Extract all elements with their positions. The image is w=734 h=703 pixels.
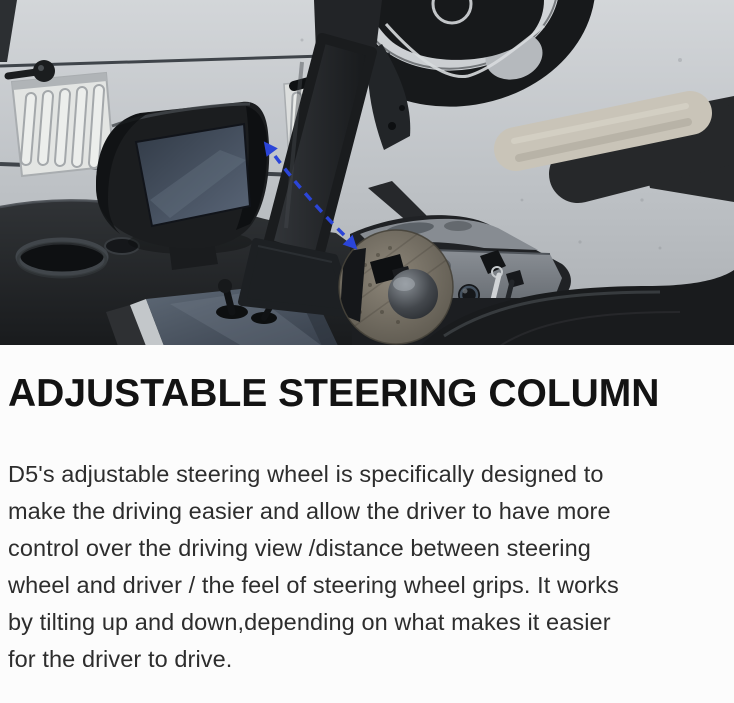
hero-image <box>0 0 734 345</box>
description-line: make the driving easier and allow the driver to have more <box>8 497 611 524</box>
clamp-knob <box>33 60 55 82</box>
feature-description <box>8 456 726 678</box>
feature-text-section <box>0 371 734 678</box>
description-line: wheel and driver / the feel of steering wheel grips. It works <box>8 571 619 598</box>
description-line: D5's adjustable steering wheel is specifically designed to <box>8 460 604 487</box>
tilt-lock-knob <box>388 269 438 319</box>
description-line: for the driver to drive. <box>8 645 233 672</box>
description-line: by tilting up and down,depending on what makes it easier <box>8 608 611 635</box>
page-title: ADJUSTABLE STEERING COLUMN <box>8 372 660 415</box>
joystick-knob <box>218 279 232 293</box>
description-line: control over the driving view /distance between steering <box>8 534 591 561</box>
hero-photo-illustration <box>0 0 734 345</box>
